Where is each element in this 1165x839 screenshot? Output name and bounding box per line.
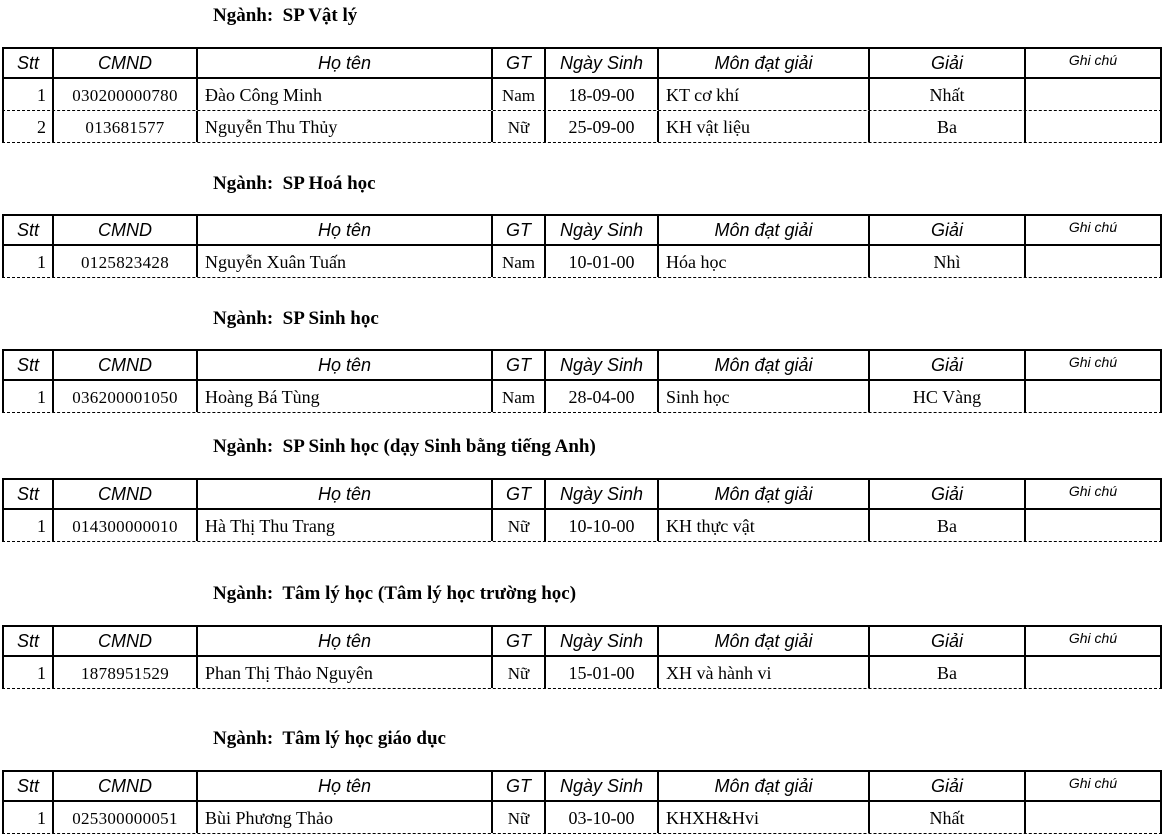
col-ghi-chu: Ghi chú bbox=[1024, 480, 1160, 508]
cell-giai: Ba bbox=[868, 111, 1024, 142]
table-header bbox=[2, 770, 1162, 802]
cell-ho-ten: Nguyễn Thu Thủy bbox=[196, 111, 491, 142]
awards-table bbox=[2, 770, 1162, 834]
col-ho-ten: Họ tên bbox=[196, 49, 491, 77]
cell-giai: Nhất bbox=[868, 802, 1024, 833]
cell-gt: Nữ bbox=[491, 657, 544, 688]
col-ngay-sinh: Ngày Sinh bbox=[544, 772, 657, 800]
col-cmnd: CMND bbox=[52, 49, 196, 77]
cell-ho-ten: Đào Công Minh bbox=[196, 79, 491, 110]
cell-cmnd: 1878951529 bbox=[52, 657, 196, 688]
table-row bbox=[2, 802, 1162, 834]
section-title: Ngành: SP Sinh học (dạy Sinh bằng tiếng Anh) bbox=[213, 436, 596, 457]
col-ho-ten: Họ tên bbox=[196, 772, 491, 800]
col-cmnd: CMND bbox=[52, 772, 196, 800]
col-stt: Stt bbox=[16, 775, 39, 796]
cell-mon-dat-giai: KH thực vật bbox=[657, 510, 868, 541]
section-title: Ngành: SP Sinh học bbox=[213, 308, 379, 329]
table-header bbox=[2, 478, 1162, 510]
col-ho-ten: Họ tên bbox=[196, 480, 491, 508]
cell-ho-ten: Hà Thị Thu Trang bbox=[196, 510, 491, 541]
col-gt: GT bbox=[491, 772, 544, 800]
cell-ho-ten: Bùi Phương Thảo bbox=[196, 802, 491, 833]
col-ngay-sinh: Ngày Sinh bbox=[544, 49, 657, 77]
cell-ngay-sinh: 28-04-00 bbox=[544, 381, 657, 412]
col-ngay-sinh: Ngày Sinh bbox=[544, 216, 657, 244]
col-cmnd: CMND bbox=[52, 480, 196, 508]
cell-ngay-sinh: 10-10-00 bbox=[544, 510, 657, 541]
awards-table bbox=[2, 478, 1162, 542]
table-header bbox=[2, 214, 1162, 246]
col-cmnd: CMND bbox=[52, 627, 196, 655]
cell-giai: Ba bbox=[868, 510, 1024, 541]
cell-mon-dat-giai: XH và hành vi bbox=[657, 657, 868, 688]
cell-cmnd: 0125823428 bbox=[52, 246, 196, 277]
col-ghi-chu: Ghi chú bbox=[1024, 216, 1160, 244]
cell-mon-dat-giai: KHXH&Hvi bbox=[657, 802, 868, 833]
cell-ghi-chu bbox=[1024, 802, 1160, 833]
cell-stt: 1 bbox=[37, 387, 46, 407]
table-header bbox=[2, 349, 1162, 381]
awards-table bbox=[2, 214, 1162, 278]
cell-ghi-chu bbox=[1024, 510, 1160, 541]
col-stt: Stt bbox=[16, 630, 39, 651]
section-title: Ngành: SP Hoá học bbox=[213, 173, 376, 194]
cell-ghi-chu bbox=[1024, 79, 1160, 110]
col-mon-dat-giai: Môn đạt giải bbox=[657, 480, 868, 508]
col-ho-ten: Họ tên bbox=[196, 216, 491, 244]
cell-giai: Nhì bbox=[868, 246, 1024, 277]
cell-ghi-chu bbox=[1024, 111, 1160, 142]
table-row bbox=[2, 381, 1162, 413]
col-ho-ten: Họ tên bbox=[196, 351, 491, 379]
cell-cmnd: 014300000010 bbox=[52, 510, 196, 541]
col-ngay-sinh: Ngày Sinh bbox=[544, 480, 657, 508]
col-giai: Giải bbox=[868, 216, 1024, 244]
awards-table bbox=[2, 349, 1162, 413]
col-ho-ten: Họ tên bbox=[196, 627, 491, 655]
col-gt: GT bbox=[491, 627, 544, 655]
cell-gt: Nam bbox=[491, 246, 544, 277]
col-mon-dat-giai: Môn đạt giải bbox=[657, 49, 868, 77]
awards-table bbox=[2, 625, 1162, 689]
cell-stt: 1 bbox=[37, 252, 46, 272]
cell-giai: Nhất bbox=[868, 79, 1024, 110]
col-ghi-chu: Ghi chú bbox=[1024, 49, 1160, 77]
table-header bbox=[2, 625, 1162, 657]
table-row bbox=[2, 246, 1162, 278]
col-gt: GT bbox=[491, 49, 544, 77]
cell-ngay-sinh: 25-09-00 bbox=[544, 111, 657, 142]
cell-giai: HC Vàng bbox=[868, 381, 1024, 412]
table-row bbox=[2, 79, 1162, 111]
cell-cmnd: 036200001050 bbox=[52, 381, 196, 412]
table-row bbox=[2, 657, 1162, 689]
col-stt: Stt bbox=[16, 354, 39, 375]
cell-gt: Nữ bbox=[491, 111, 544, 142]
cell-ngay-sinh: 15-01-00 bbox=[544, 657, 657, 688]
col-mon-dat-giai: Môn đạt giải bbox=[657, 627, 868, 655]
col-mon-dat-giai: Môn đạt giải bbox=[657, 772, 868, 800]
cell-mon-dat-giai: Sinh học bbox=[657, 381, 868, 412]
cell-stt: 1 bbox=[37, 808, 46, 828]
cell-ghi-chu bbox=[1024, 657, 1160, 688]
cell-ghi-chu bbox=[1024, 246, 1160, 277]
col-mon-dat-giai: Môn đạt giải bbox=[657, 351, 868, 379]
section-title: Ngành: Tâm lý học (Tâm lý học trường học) bbox=[213, 583, 577, 604]
col-ghi-chu: Ghi chú bbox=[1024, 627, 1160, 655]
cell-gt: Nữ bbox=[491, 802, 544, 833]
col-stt: Stt bbox=[16, 219, 39, 240]
col-gt: GT bbox=[491, 480, 544, 508]
cell-gt: Nam bbox=[491, 79, 544, 110]
col-giai: Giải bbox=[868, 351, 1024, 379]
cell-ngay-sinh: 10-01-00 bbox=[544, 246, 657, 277]
cell-ghi-chu bbox=[1024, 381, 1160, 412]
cell-ho-ten: Hoàng Bá Tùng bbox=[196, 381, 491, 412]
cell-stt: 2 bbox=[37, 117, 46, 137]
cell-ho-ten: Phan Thị Thảo Nguyên bbox=[196, 657, 491, 688]
col-mon-dat-giai: Môn đạt giải bbox=[657, 216, 868, 244]
col-ngay-sinh: Ngày Sinh bbox=[544, 627, 657, 655]
section-title: Ngành: SP Vật lý bbox=[213, 5, 358, 26]
cell-ngay-sinh: 18-09-00 bbox=[544, 79, 657, 110]
cell-mon-dat-giai: KH vật liệu bbox=[657, 111, 868, 142]
cell-stt: 1 bbox=[37, 663, 46, 683]
col-stt: Stt bbox=[16, 52, 39, 73]
table-header bbox=[2, 47, 1162, 79]
section-title: Ngành: Tâm lý học giáo dục bbox=[213, 728, 446, 749]
cell-stt: 1 bbox=[37, 85, 46, 105]
cell-cmnd: 030200000780 bbox=[52, 79, 196, 110]
cell-giai: Ba bbox=[868, 657, 1024, 688]
cell-mon-dat-giai: KT cơ khí bbox=[657, 79, 868, 110]
cell-ngay-sinh: 03-10-00 bbox=[544, 802, 657, 833]
cell-ho-ten: Nguyễn Xuân Tuấn bbox=[196, 246, 491, 277]
cell-mon-dat-giai: Hóa học bbox=[657, 246, 868, 277]
cell-cmnd: 025300000051 bbox=[52, 802, 196, 833]
col-ngay-sinh: Ngày Sinh bbox=[544, 351, 657, 379]
col-cmnd: CMND bbox=[52, 216, 196, 244]
col-giai: Giải bbox=[868, 772, 1024, 800]
awards-table bbox=[2, 47, 1162, 143]
col-cmnd: CMND bbox=[52, 351, 196, 379]
col-ghi-chu: Ghi chú bbox=[1024, 772, 1160, 800]
cell-gt: Nữ bbox=[491, 510, 544, 541]
col-giai: Giải bbox=[868, 627, 1024, 655]
col-ghi-chu: Ghi chú bbox=[1024, 351, 1160, 379]
table-row bbox=[2, 111, 1162, 143]
col-stt: Stt bbox=[16, 483, 39, 504]
cell-stt: 1 bbox=[37, 516, 46, 536]
cell-gt: Nam bbox=[491, 381, 544, 412]
col-giai: Giải bbox=[868, 49, 1024, 77]
col-gt: GT bbox=[491, 351, 544, 379]
cell-cmnd: 013681577 bbox=[52, 111, 196, 142]
table-row bbox=[2, 510, 1162, 542]
col-giai: Giải bbox=[868, 480, 1024, 508]
col-gt: GT bbox=[491, 216, 544, 244]
